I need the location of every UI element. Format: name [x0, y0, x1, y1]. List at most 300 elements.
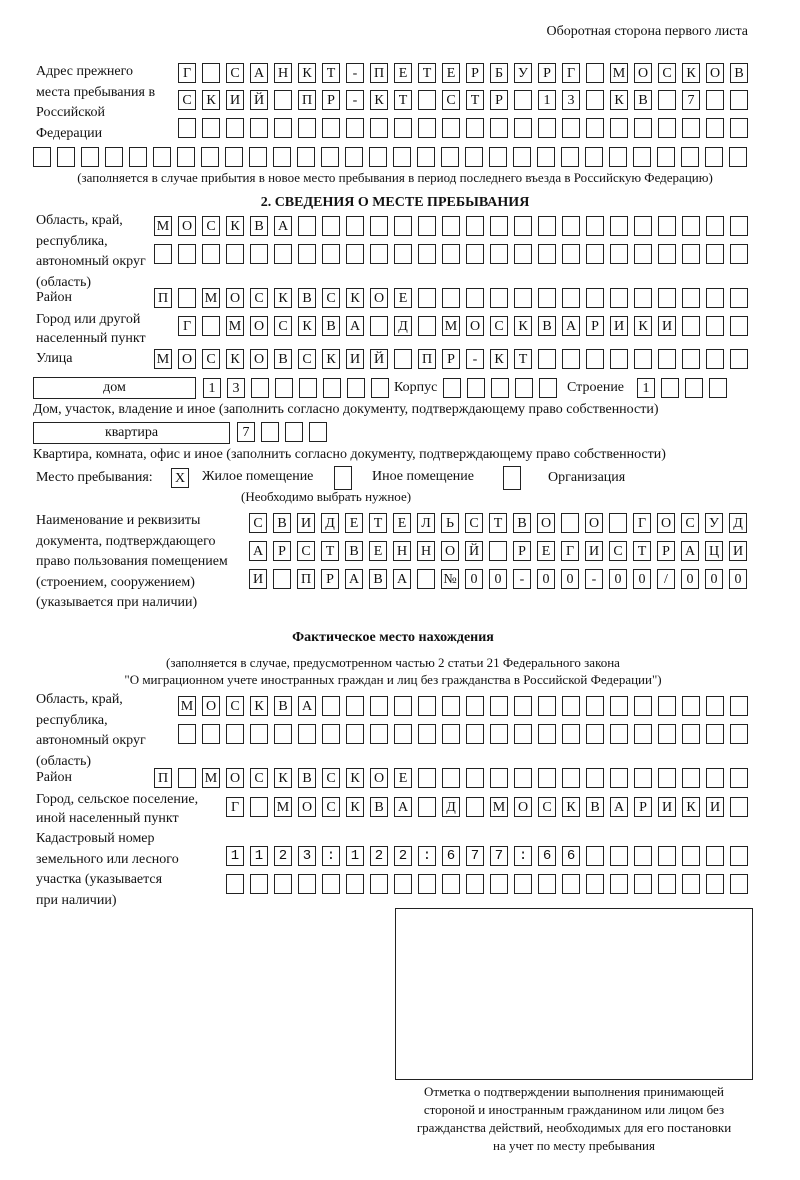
char-cell[interactable]: [274, 90, 292, 110]
char-cell[interactable]: [682, 216, 700, 236]
char-cell[interactable]: [178, 288, 196, 308]
char-cell[interactable]: И: [658, 316, 676, 336]
char-cell[interactable]: К: [274, 768, 292, 788]
char-cell[interactable]: В: [513, 513, 531, 533]
char-cell[interactable]: [346, 118, 364, 138]
char-cell[interactable]: М: [274, 797, 292, 817]
char-cell[interactable]: У: [514, 63, 532, 83]
char-cell[interactable]: [466, 768, 484, 788]
char-cell[interactable]: [562, 288, 580, 308]
char-cell[interactable]: К: [298, 63, 316, 83]
char-cell[interactable]: [394, 216, 412, 236]
char-cell[interactable]: [682, 316, 700, 336]
char-cell[interactable]: [657, 147, 675, 167]
char-cell[interactable]: 0: [489, 569, 507, 589]
char-cell[interactable]: [730, 118, 748, 138]
char-cell[interactable]: [298, 216, 316, 236]
char-cell[interactable]: [586, 216, 604, 236]
char-cell[interactable]: [466, 724, 484, 744]
char-cell[interactable]: [491, 378, 509, 398]
char-cell[interactable]: С: [322, 797, 340, 817]
char-cell[interactable]: [442, 874, 460, 894]
char-cell[interactable]: Д: [321, 513, 339, 533]
char-cell[interactable]: С: [322, 288, 340, 308]
char-cell[interactable]: [706, 724, 724, 744]
char-cell[interactable]: [682, 874, 700, 894]
char-cell[interactable]: Г: [561, 541, 579, 561]
char-cell[interactable]: [610, 244, 628, 264]
char-cell[interactable]: [490, 768, 508, 788]
char-cell[interactable]: [586, 724, 604, 744]
char-cell[interactable]: И: [297, 513, 315, 533]
char-cell[interactable]: К: [490, 349, 508, 369]
char-cell[interactable]: [347, 378, 365, 398]
char-cell[interactable]: [562, 696, 580, 716]
char-cell[interactable]: [178, 118, 196, 138]
char-cell[interactable]: О: [441, 541, 459, 561]
char-cell[interactable]: [370, 244, 388, 264]
char-cell[interactable]: [322, 216, 340, 236]
char-cell[interactable]: С: [178, 90, 196, 110]
char-cell[interactable]: [658, 90, 676, 110]
char-cell[interactable]: [730, 696, 748, 716]
char-cell[interactable]: 7: [682, 90, 700, 110]
char-cell[interactable]: Г: [226, 797, 244, 817]
char-cell[interactable]: Ц: [705, 541, 723, 561]
char-cell[interactable]: [661, 378, 679, 398]
char-cell[interactable]: -: [513, 569, 531, 589]
char-cell[interactable]: [610, 846, 628, 866]
char-cell[interactable]: Р: [586, 316, 604, 336]
char-cell[interactable]: [309, 422, 327, 442]
char-cell[interactable]: [538, 118, 556, 138]
char-cell[interactable]: С: [322, 768, 340, 788]
char-cell[interactable]: [538, 216, 556, 236]
char-cell[interactable]: Р: [273, 541, 291, 561]
char-cell[interactable]: [634, 349, 652, 369]
char-cell[interactable]: [250, 874, 268, 894]
char-cell[interactable]: [418, 797, 436, 817]
char-cell[interactable]: Е: [369, 541, 387, 561]
char-cell[interactable]: [609, 147, 627, 167]
char-cell[interactable]: И: [249, 569, 267, 589]
char-cell[interactable]: [610, 288, 628, 308]
char-cell[interactable]: К: [274, 288, 292, 308]
char-cell[interactable]: [442, 288, 460, 308]
char-cell[interactable]: К: [346, 288, 364, 308]
char-cell[interactable]: 1: [203, 378, 221, 398]
char-cell[interactable]: В: [345, 541, 363, 561]
char-cell[interactable]: Р: [322, 90, 340, 110]
char-cell[interactable]: [249, 147, 267, 167]
char-cell[interactable]: [442, 118, 460, 138]
char-cell[interactable]: [514, 874, 532, 894]
char-cell[interactable]: [202, 724, 220, 744]
char-cell[interactable]: К: [298, 316, 316, 336]
char-cell[interactable]: К: [346, 768, 364, 788]
char-cell[interactable]: С: [274, 316, 292, 336]
char-cell[interactable]: И: [585, 541, 603, 561]
char-cell[interactable]: [201, 147, 219, 167]
char-cell[interactable]: [371, 378, 389, 398]
char-cell[interactable]: [586, 90, 604, 110]
char-cell[interactable]: [370, 874, 388, 894]
char-cell[interactable]: В: [730, 63, 748, 83]
char-cell[interactable]: П: [154, 288, 172, 308]
char-cell[interactable]: [538, 768, 556, 788]
char-cell[interactable]: С: [490, 316, 508, 336]
char-cell[interactable]: О: [634, 63, 652, 83]
char-cell[interactable]: [706, 244, 724, 264]
char-cell[interactable]: С: [250, 768, 268, 788]
char-cell[interactable]: А: [681, 541, 699, 561]
char-cell[interactable]: И: [610, 316, 628, 336]
char-cell[interactable]: [658, 874, 676, 894]
house-type-field[interactable]: дом: [33, 377, 196, 399]
char-cell[interactable]: Е: [537, 541, 555, 561]
char-cell[interactable]: К: [610, 90, 628, 110]
char-cell[interactable]: [490, 244, 508, 264]
char-cell[interactable]: [609, 513, 627, 533]
char-cell[interactable]: О: [585, 513, 603, 533]
char-cell[interactable]: Т: [489, 513, 507, 533]
char-cell[interactable]: О: [298, 797, 316, 817]
char-cell[interactable]: 0: [705, 569, 723, 589]
char-cell[interactable]: [730, 349, 748, 369]
char-cell[interactable]: [346, 696, 364, 716]
char-cell[interactable]: [561, 147, 579, 167]
char-cell[interactable]: С: [226, 696, 244, 716]
char-cell[interactable]: [682, 724, 700, 744]
char-cell[interactable]: [539, 378, 557, 398]
char-cell[interactable]: 3: [227, 378, 245, 398]
char-cell[interactable]: [418, 244, 436, 264]
char-cell[interactable]: С: [442, 90, 460, 110]
char-cell[interactable]: [562, 768, 580, 788]
char-cell[interactable]: [274, 244, 292, 264]
char-cell[interactable]: [706, 696, 724, 716]
char-cell[interactable]: С: [609, 541, 627, 561]
char-cell[interactable]: [490, 874, 508, 894]
char-cell[interactable]: [706, 768, 724, 788]
char-cell[interactable]: В: [274, 349, 292, 369]
char-cell[interactable]: В: [586, 797, 604, 817]
char-cell[interactable]: [538, 696, 556, 716]
char-cell[interactable]: О: [466, 316, 484, 336]
char-cell[interactable]: [322, 696, 340, 716]
char-cell[interactable]: [202, 63, 220, 83]
char-cell[interactable]: О: [250, 316, 268, 336]
char-cell[interactable]: [418, 216, 436, 236]
char-cell[interactable]: [441, 147, 459, 167]
char-cell[interactable]: К: [250, 696, 268, 716]
char-cell[interactable]: -: [346, 90, 364, 110]
char-cell[interactable]: [370, 724, 388, 744]
char-cell[interactable]: [658, 244, 676, 264]
char-cell[interactable]: [346, 724, 364, 744]
char-cell[interactable]: [633, 147, 651, 167]
char-cell[interactable]: 7: [237, 422, 255, 442]
char-cell[interactable]: М: [226, 316, 244, 336]
char-cell[interactable]: [442, 724, 460, 744]
char-cell[interactable]: [514, 768, 532, 788]
char-cell[interactable]: [658, 846, 676, 866]
char-cell[interactable]: О: [178, 349, 196, 369]
char-cell[interactable]: Н: [274, 63, 292, 83]
char-cell[interactable]: [394, 696, 412, 716]
char-cell[interactable]: 0: [729, 569, 747, 589]
char-cell[interactable]: Е: [394, 63, 412, 83]
char-cell[interactable]: [370, 216, 388, 236]
char-cell[interactable]: И: [706, 797, 724, 817]
char-cell[interactable]: [153, 147, 171, 167]
char-cell[interactable]: [730, 874, 748, 894]
char-cell[interactable]: [322, 118, 340, 138]
char-cell[interactable]: Е: [393, 513, 411, 533]
char-cell[interactable]: [250, 118, 268, 138]
char-cell[interactable]: [226, 724, 244, 744]
char-cell[interactable]: [514, 216, 532, 236]
char-cell[interactable]: С: [297, 541, 315, 561]
char-cell[interactable]: К: [682, 63, 700, 83]
char-cell[interactable]: [610, 216, 628, 236]
char-cell[interactable]: М: [202, 768, 220, 788]
char-cell[interactable]: [226, 244, 244, 264]
char-cell[interactable]: Й: [250, 90, 268, 110]
char-cell[interactable]: [466, 118, 484, 138]
char-cell[interactable]: -: [346, 63, 364, 83]
char-cell[interactable]: [706, 349, 724, 369]
char-cell[interactable]: П: [298, 90, 316, 110]
char-cell[interactable]: [586, 874, 604, 894]
char-cell[interactable]: 0: [681, 569, 699, 589]
char-cell[interactable]: Д: [442, 797, 460, 817]
char-cell[interactable]: [418, 118, 436, 138]
char-cell[interactable]: [562, 118, 580, 138]
char-cell[interactable]: 0: [633, 569, 651, 589]
char-cell[interactable]: [538, 874, 556, 894]
char-cell[interactable]: [33, 147, 51, 167]
char-cell[interactable]: [562, 874, 580, 894]
char-cell[interactable]: [417, 569, 435, 589]
char-cell[interactable]: [226, 118, 244, 138]
char-cell[interactable]: А: [249, 541, 267, 561]
char-cell[interactable]: [178, 768, 196, 788]
char-cell[interactable]: М: [442, 316, 460, 336]
char-cell[interactable]: [274, 724, 292, 744]
char-cell[interactable]: [250, 724, 268, 744]
char-cell[interactable]: [634, 216, 652, 236]
char-cell[interactable]: Т: [466, 90, 484, 110]
char-cell[interactable]: Р: [538, 63, 556, 83]
char-cell[interactable]: [57, 147, 75, 167]
char-cell[interactable]: 0: [561, 569, 579, 589]
char-cell[interactable]: [513, 147, 531, 167]
stay-checkbox-organization[interactable]: [503, 466, 521, 490]
char-cell[interactable]: В: [298, 768, 316, 788]
char-cell[interactable]: [682, 846, 700, 866]
char-cell[interactable]: Т: [418, 63, 436, 83]
char-cell[interactable]: [442, 216, 460, 236]
char-cell[interactable]: [682, 696, 700, 716]
char-cell[interactable]: [634, 874, 652, 894]
char-cell[interactable]: [682, 768, 700, 788]
char-cell[interactable]: Т: [394, 90, 412, 110]
char-cell[interactable]: П: [418, 349, 436, 369]
char-cell[interactable]: [682, 244, 700, 264]
char-cell[interactable]: [250, 244, 268, 264]
char-cell[interactable]: [658, 696, 676, 716]
char-cell[interactable]: С: [250, 288, 268, 308]
char-cell[interactable]: [658, 349, 676, 369]
char-cell[interactable]: [538, 244, 556, 264]
char-cell[interactable]: С: [681, 513, 699, 533]
char-cell[interactable]: [730, 90, 748, 110]
char-cell[interactable]: [706, 216, 724, 236]
char-cell[interactable]: [274, 118, 292, 138]
char-cell[interactable]: [610, 768, 628, 788]
char-cell[interactable]: [634, 846, 652, 866]
char-cell[interactable]: О: [657, 513, 675, 533]
char-cell[interactable]: [634, 768, 652, 788]
char-cell[interactable]: [585, 147, 603, 167]
char-cell[interactable]: [610, 724, 628, 744]
char-cell[interactable]: Т: [321, 541, 339, 561]
char-cell[interactable]: А: [562, 316, 580, 336]
char-cell[interactable]: [706, 90, 724, 110]
char-cell[interactable]: [514, 118, 532, 138]
char-cell[interactable]: О: [226, 288, 244, 308]
char-cell[interactable]: [706, 874, 724, 894]
char-cell[interactable]: О: [250, 349, 268, 369]
char-cell[interactable]: [418, 768, 436, 788]
char-cell[interactable]: [322, 874, 340, 894]
char-cell[interactable]: [322, 244, 340, 264]
char-cell[interactable]: А: [298, 696, 316, 716]
char-cell[interactable]: С: [465, 513, 483, 533]
char-cell[interactable]: В: [273, 513, 291, 533]
char-cell[interactable]: [658, 118, 676, 138]
char-cell[interactable]: О: [537, 513, 555, 533]
char-cell[interactable]: Т: [514, 349, 532, 369]
char-cell[interactable]: [417, 147, 435, 167]
char-cell[interactable]: А: [345, 569, 363, 589]
char-cell[interactable]: М: [154, 349, 172, 369]
char-cell[interactable]: 0: [537, 569, 555, 589]
char-cell[interactable]: [562, 244, 580, 264]
char-cell[interactable]: [730, 316, 748, 336]
char-cell[interactable]: А: [394, 797, 412, 817]
char-cell[interactable]: [394, 244, 412, 264]
char-cell[interactable]: [561, 513, 579, 533]
char-cell[interactable]: И: [658, 797, 676, 817]
char-cell[interactable]: [442, 244, 460, 264]
char-cell[interactable]: П: [154, 768, 172, 788]
char-cell[interactable]: [730, 724, 748, 744]
char-cell[interactable]: О: [202, 696, 220, 716]
char-cell[interactable]: [538, 349, 556, 369]
char-cell[interactable]: [682, 288, 700, 308]
char-cell[interactable]: К: [226, 349, 244, 369]
char-cell[interactable]: [730, 216, 748, 236]
char-cell[interactable]: [706, 118, 724, 138]
char-cell[interactable]: А: [250, 63, 268, 83]
char-cell[interactable]: [562, 216, 580, 236]
char-cell[interactable]: [634, 724, 652, 744]
char-cell[interactable]: Г: [562, 63, 580, 83]
char-cell[interactable]: [394, 724, 412, 744]
char-cell[interactable]: [178, 724, 196, 744]
char-cell[interactable]: К: [514, 316, 532, 336]
char-cell[interactable]: [369, 147, 387, 167]
char-cell[interactable]: [586, 118, 604, 138]
char-cell[interactable]: [345, 147, 363, 167]
char-cell[interactable]: [706, 846, 724, 866]
char-cell[interactable]: [490, 288, 508, 308]
char-cell[interactable]: [299, 378, 317, 398]
char-cell[interactable]: О: [226, 768, 244, 788]
char-cell[interactable]: -: [466, 349, 484, 369]
char-cell[interactable]: [514, 696, 532, 716]
char-cell[interactable]: [682, 349, 700, 369]
char-cell[interactable]: [489, 147, 507, 167]
char-cell[interactable]: Т: [369, 513, 387, 533]
char-cell[interactable]: [442, 768, 460, 788]
char-cell[interactable]: [394, 349, 412, 369]
char-cell[interactable]: М: [178, 696, 196, 716]
char-cell[interactable]: 1: [538, 90, 556, 110]
char-cell[interactable]: [685, 378, 703, 398]
char-cell[interactable]: [202, 316, 220, 336]
char-cell[interactable]: [634, 288, 652, 308]
char-cell[interactable]: [682, 118, 700, 138]
char-cell[interactable]: И: [226, 90, 244, 110]
char-cell[interactable]: Б: [490, 63, 508, 83]
char-cell[interactable]: П: [370, 63, 388, 83]
char-cell[interactable]: Ь: [441, 513, 459, 533]
char-cell[interactable]: [610, 696, 628, 716]
char-cell[interactable]: [586, 768, 604, 788]
char-cell[interactable]: [658, 724, 676, 744]
char-cell[interactable]: [490, 118, 508, 138]
char-cell[interactable]: [586, 696, 604, 716]
char-cell[interactable]: Г: [633, 513, 651, 533]
char-cell[interactable]: К: [634, 316, 652, 336]
char-cell[interactable]: 3: [562, 90, 580, 110]
char-cell[interactable]: [178, 244, 196, 264]
char-cell[interactable]: К: [202, 90, 220, 110]
char-cell[interactable]: [538, 288, 556, 308]
flat-type-field[interactable]: квартира: [33, 422, 230, 444]
char-cell[interactable]: [514, 90, 532, 110]
char-cell[interactable]: [393, 147, 411, 167]
char-cell[interactable]: [298, 244, 316, 264]
char-cell[interactable]: [298, 724, 316, 744]
char-cell[interactable]: [634, 696, 652, 716]
char-cell[interactable]: В: [369, 569, 387, 589]
char-cell[interactable]: [442, 696, 460, 716]
char-cell[interactable]: К: [682, 797, 700, 817]
char-cell[interactable]: О: [178, 216, 196, 236]
char-cell[interactable]: Р: [466, 63, 484, 83]
char-cell[interactable]: [418, 288, 436, 308]
char-cell[interactable]: [285, 422, 303, 442]
char-cell[interactable]: В: [634, 90, 652, 110]
char-cell[interactable]: Р: [657, 541, 675, 561]
char-cell[interactable]: Й: [370, 349, 388, 369]
char-cell[interactable]: [202, 244, 220, 264]
char-cell[interactable]: [394, 118, 412, 138]
